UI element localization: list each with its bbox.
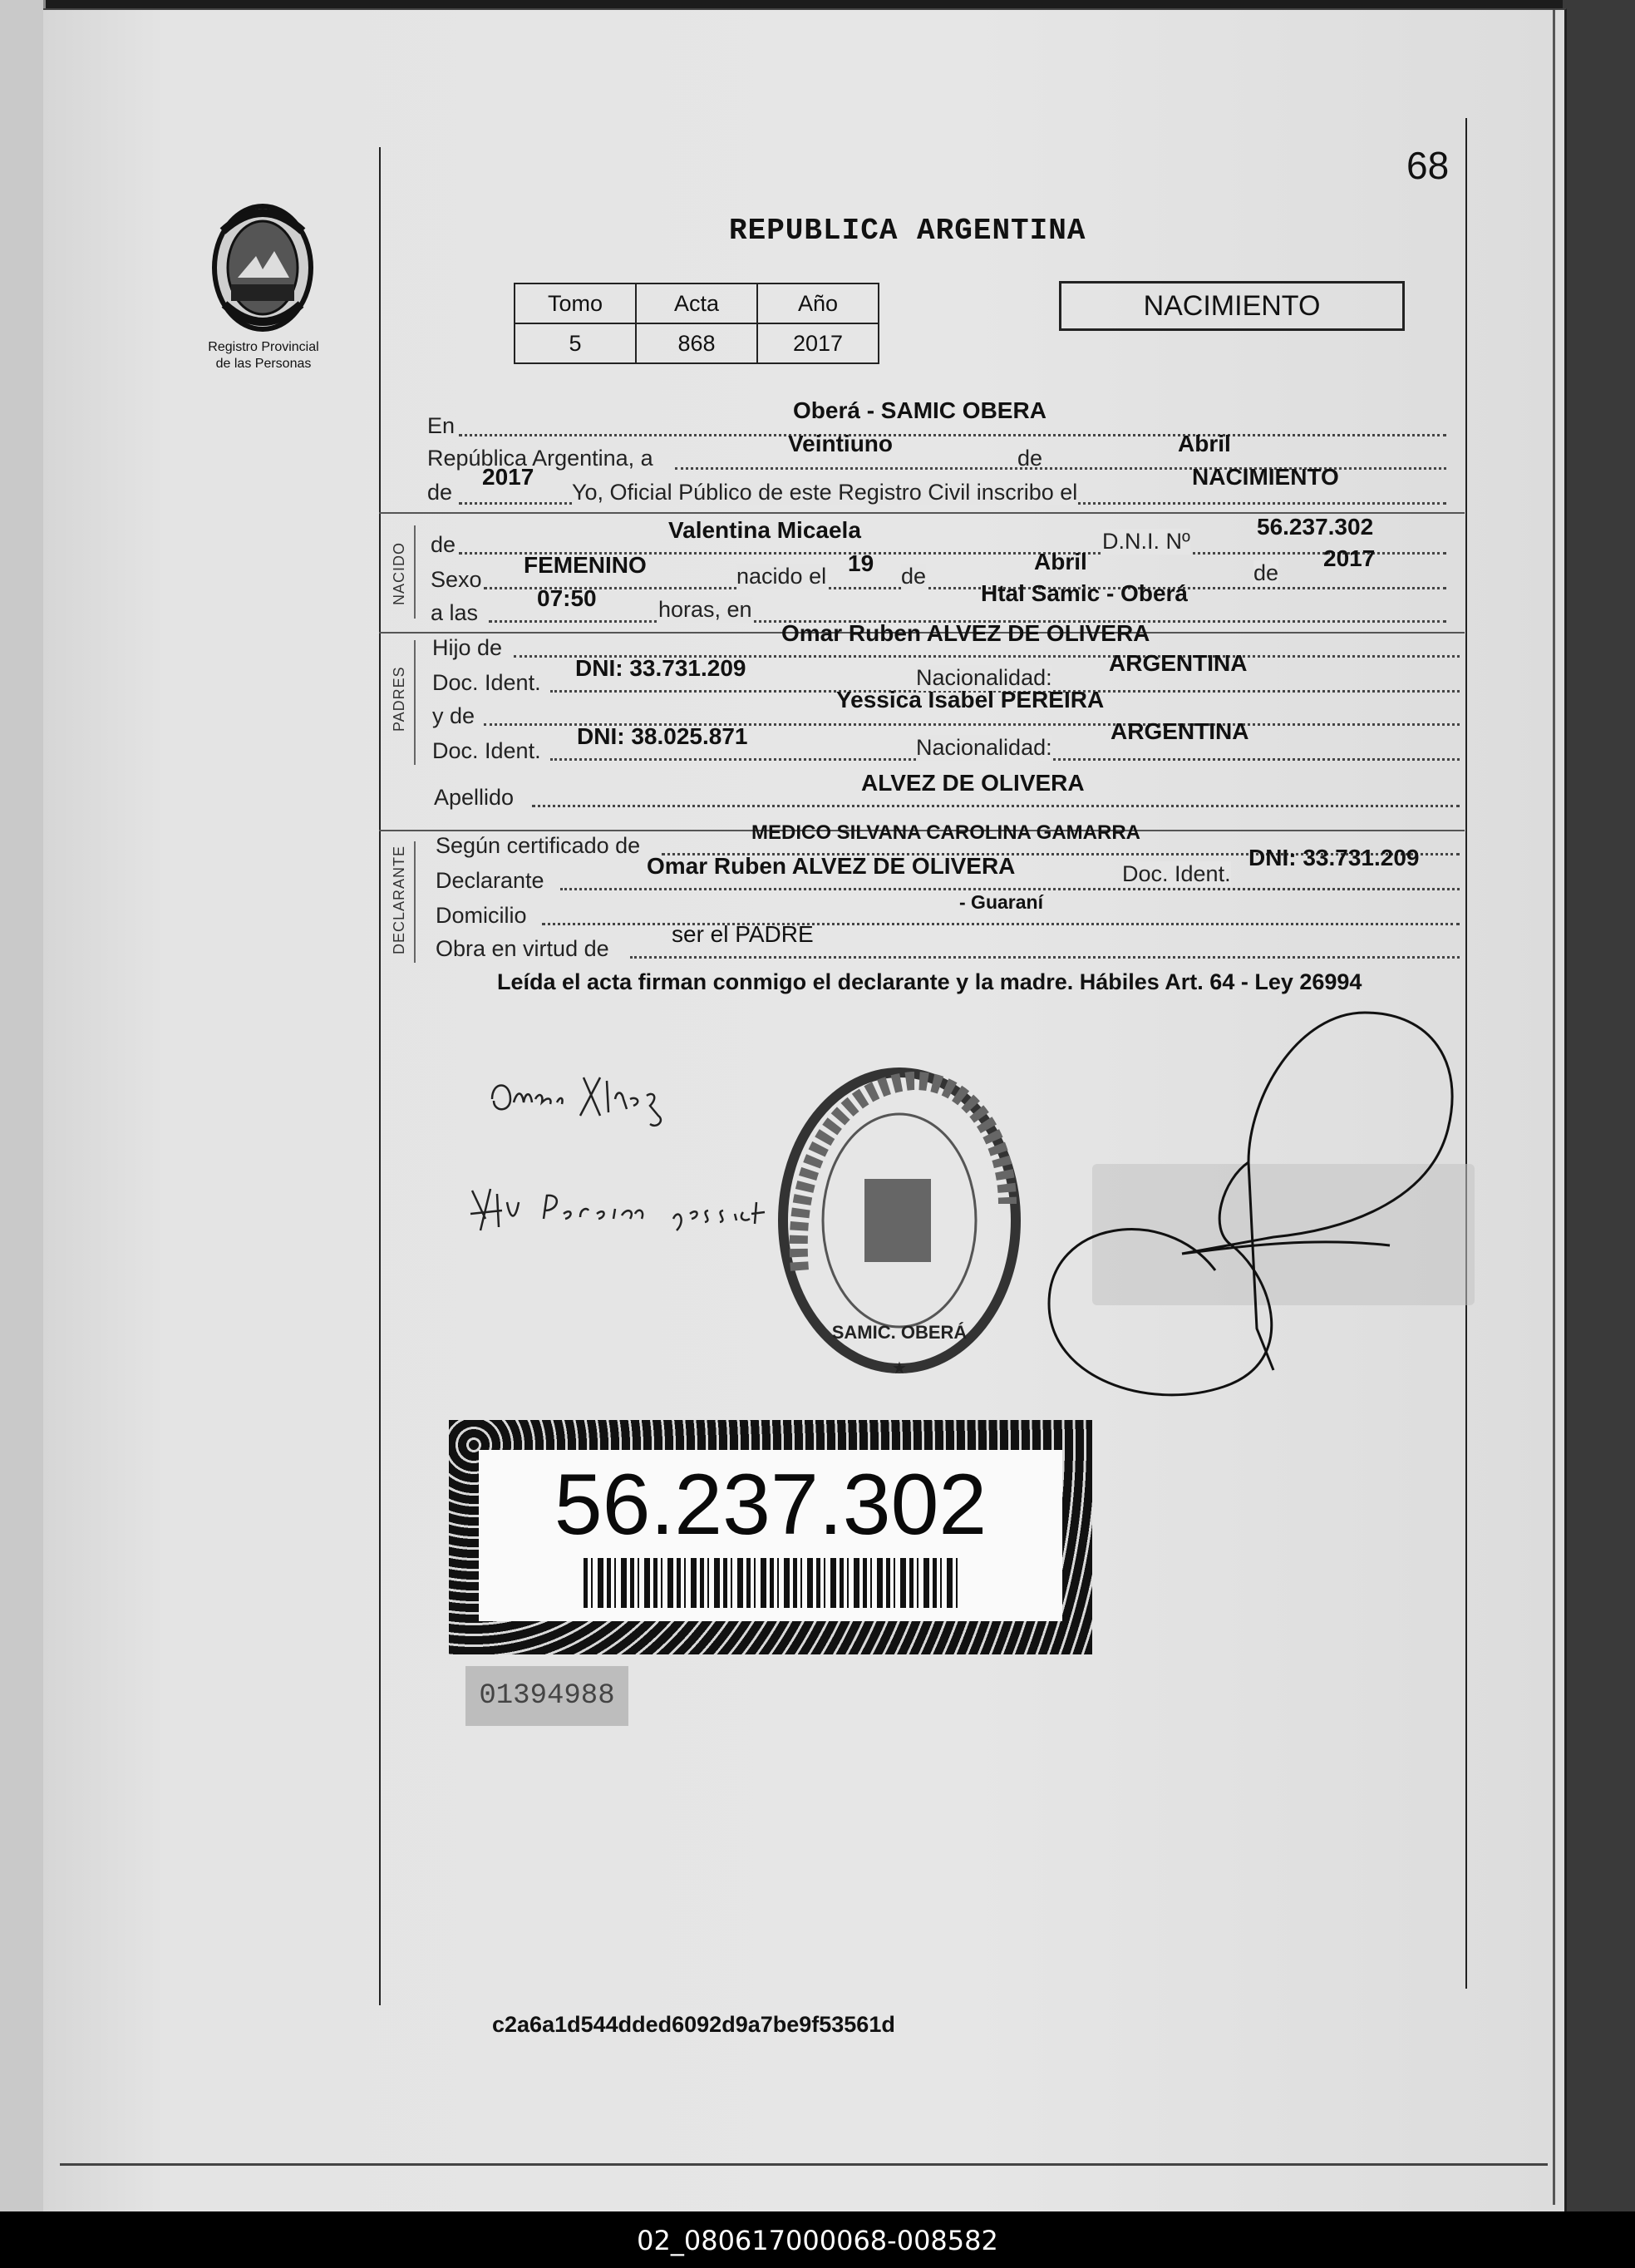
mes-value: Abril (1178, 431, 1231, 456)
barcode-frame (449, 1420, 1092, 1654)
inscripcion-value: NACIMIENTO (1192, 464, 1339, 490)
dia-nacimiento: 19 (848, 550, 874, 576)
record-table (514, 283, 879, 364)
document-hash: c2a6a1d544dded6092d9a7be9f53561d (492, 2012, 895, 2037)
dia-value: Veintiuno (788, 431, 893, 456)
en-label: En (427, 413, 456, 438)
registry-caption-line-1: Registro Provincial (208, 340, 319, 354)
de-label: de (1017, 446, 1043, 471)
apellido-label: Apellido (434, 785, 515, 810)
horas-en-label: horas, en (658, 597, 752, 622)
anio-value: 2017 (482, 464, 534, 490)
madre-nombre: Yessica Isabel PEREIRA (836, 687, 1105, 712)
mes-nacimiento: Abril (1034, 549, 1087, 574)
signature-omar-alvez (484, 1066, 733, 1132)
padre-dni: DNI: 33.731.209 (575, 655, 746, 681)
obra-value: ser el PADRE (672, 921, 814, 947)
file-id: 02_080617000068-008582 (637, 2225, 998, 2256)
domicilio-value: - Guaraní (959, 891, 1043, 913)
binder-right-edge (1563, 0, 1635, 2268)
hora-value: 07:50 (537, 585, 597, 611)
nacido-el-label: nacido el (736, 564, 827, 589)
record-type-box: NACIMIENTO (1059, 281, 1405, 331)
barcode-icon (584, 1558, 958, 1608)
record-table-cell: 5 (515, 323, 636, 363)
record-table-header: Tomo (515, 284, 636, 323)
declarante-nombre: Omar Ruben ALVEZ DE OLIVERA (647, 853, 1016, 879)
nacionalidad-label: Nacionalidad: (916, 665, 1052, 690)
certificate-page (43, 8, 1567, 2213)
nacido-section-label: NACIDO (391, 541, 407, 605)
doc-ident-label: Doc. Ident. (1122, 861, 1231, 886)
barcode-panel (479, 1450, 1062, 1621)
provincial-seal-icon (206, 198, 319, 344)
registry-seal-stamp (766, 1054, 1032, 1387)
closing-statement: Leída el acta firman conmigo el declarante y la madre. Hábiles Art. 64 - Ley 26994 (497, 969, 1362, 994)
lugar-value: Oberá - SAMIC OBERA (793, 397, 1046, 423)
republica-label: República Argentina, a (427, 446, 653, 471)
doc-ident-label: Doc. Ident. (432, 738, 541, 763)
padre-nombre: Omar Ruben ALVEZ DE OLIVERA (781, 620, 1150, 646)
dotted-line (484, 587, 1446, 589)
record-table-header: Acta (636, 284, 757, 323)
declarante-label: Declarante (436, 868, 544, 893)
dni-nacido: 56.237.302 (1257, 514, 1374, 540)
declarante-dni: DNI: 33.731.209 (1248, 845, 1420, 870)
dotted-line (532, 805, 1460, 807)
domicilio-label: Domicilio (436, 903, 527, 928)
page-bottom-rule (60, 2163, 1548, 2166)
oficial-text: Yo, Oficial Público de este Registro Civil inscribo el (572, 480, 1078, 505)
padre-nacionalidad: ARGENTINA (1109, 650, 1248, 676)
section-bracket (414, 841, 416, 963)
page-title: REPUBLICA ARGENTINA (729, 214, 1086, 248)
de-label: de (901, 564, 927, 589)
binder-left-edge (0, 0, 46, 2211)
page-number: 68 (1406, 144, 1450, 187)
a-las-label: a las (431, 600, 479, 625)
stamp-bottom-text: SAMIC. OBERÁ (831, 1322, 968, 1343)
section-bracket (414, 525, 416, 619)
padres-section-label: PADRES (391, 666, 407, 732)
de-label: de (431, 532, 456, 557)
record-table-header: Año (757, 284, 879, 323)
declarante-section-label: DECLARANTE (391, 845, 407, 954)
de-label: de (1253, 560, 1279, 585)
lugar-nacimiento: Htal Samic - Oberá (981, 580, 1188, 606)
record-table-cell: 868 (636, 323, 757, 363)
nacionalidad-label: Nacionalidad: (916, 735, 1052, 760)
doc-ident-label: Doc. Ident. (432, 670, 541, 695)
dotted-line (459, 434, 1446, 436)
signature-pereira-yessica (464, 1177, 813, 1244)
madre-nacionalidad: ARGENTINA (1111, 718, 1249, 744)
dni-label: D.N.I. Nº (1102, 529, 1190, 554)
certificado-value: MEDICO SILVANA CAROLINA GAMARRA (751, 821, 1140, 844)
certificado-label: Según certificado de (436, 833, 641, 858)
record-table-cell: 2017 (757, 323, 879, 363)
sexo-value: FEMENINO (524, 552, 647, 578)
anio-nacimiento: 2017 (1323, 545, 1376, 571)
y-de-label: y de (432, 703, 475, 728)
section-bracket (414, 640, 416, 765)
nombre-nacido: Valentina Micaela (668, 517, 861, 543)
apellido-value: ALVEZ DE OLIVERA (861, 770, 1085, 796)
stamp-star-icon: ★ (892, 1359, 907, 1378)
de-label: de (427, 480, 453, 505)
page-edge-rule (1553, 10, 1555, 2205)
sexo-label: Sexo (431, 567, 482, 592)
dotted-line (560, 888, 1460, 890)
madre-dni: DNI: 38.025.871 (577, 723, 748, 749)
control-number: 01394988 (465, 1666, 628, 1726)
dotted-line (630, 956, 1460, 959)
obra-label: Obra en virtud de (436, 936, 609, 961)
official-signature (999, 996, 1498, 1428)
barcode-number: 56.237.302 (554, 1457, 987, 1553)
registry-caption-line-2: de las Personas (215, 357, 312, 371)
registry-caption (176, 339, 351, 372)
left-margin-rule (379, 147, 381, 2005)
hijo-de-label: Hijo de (432, 635, 503, 660)
